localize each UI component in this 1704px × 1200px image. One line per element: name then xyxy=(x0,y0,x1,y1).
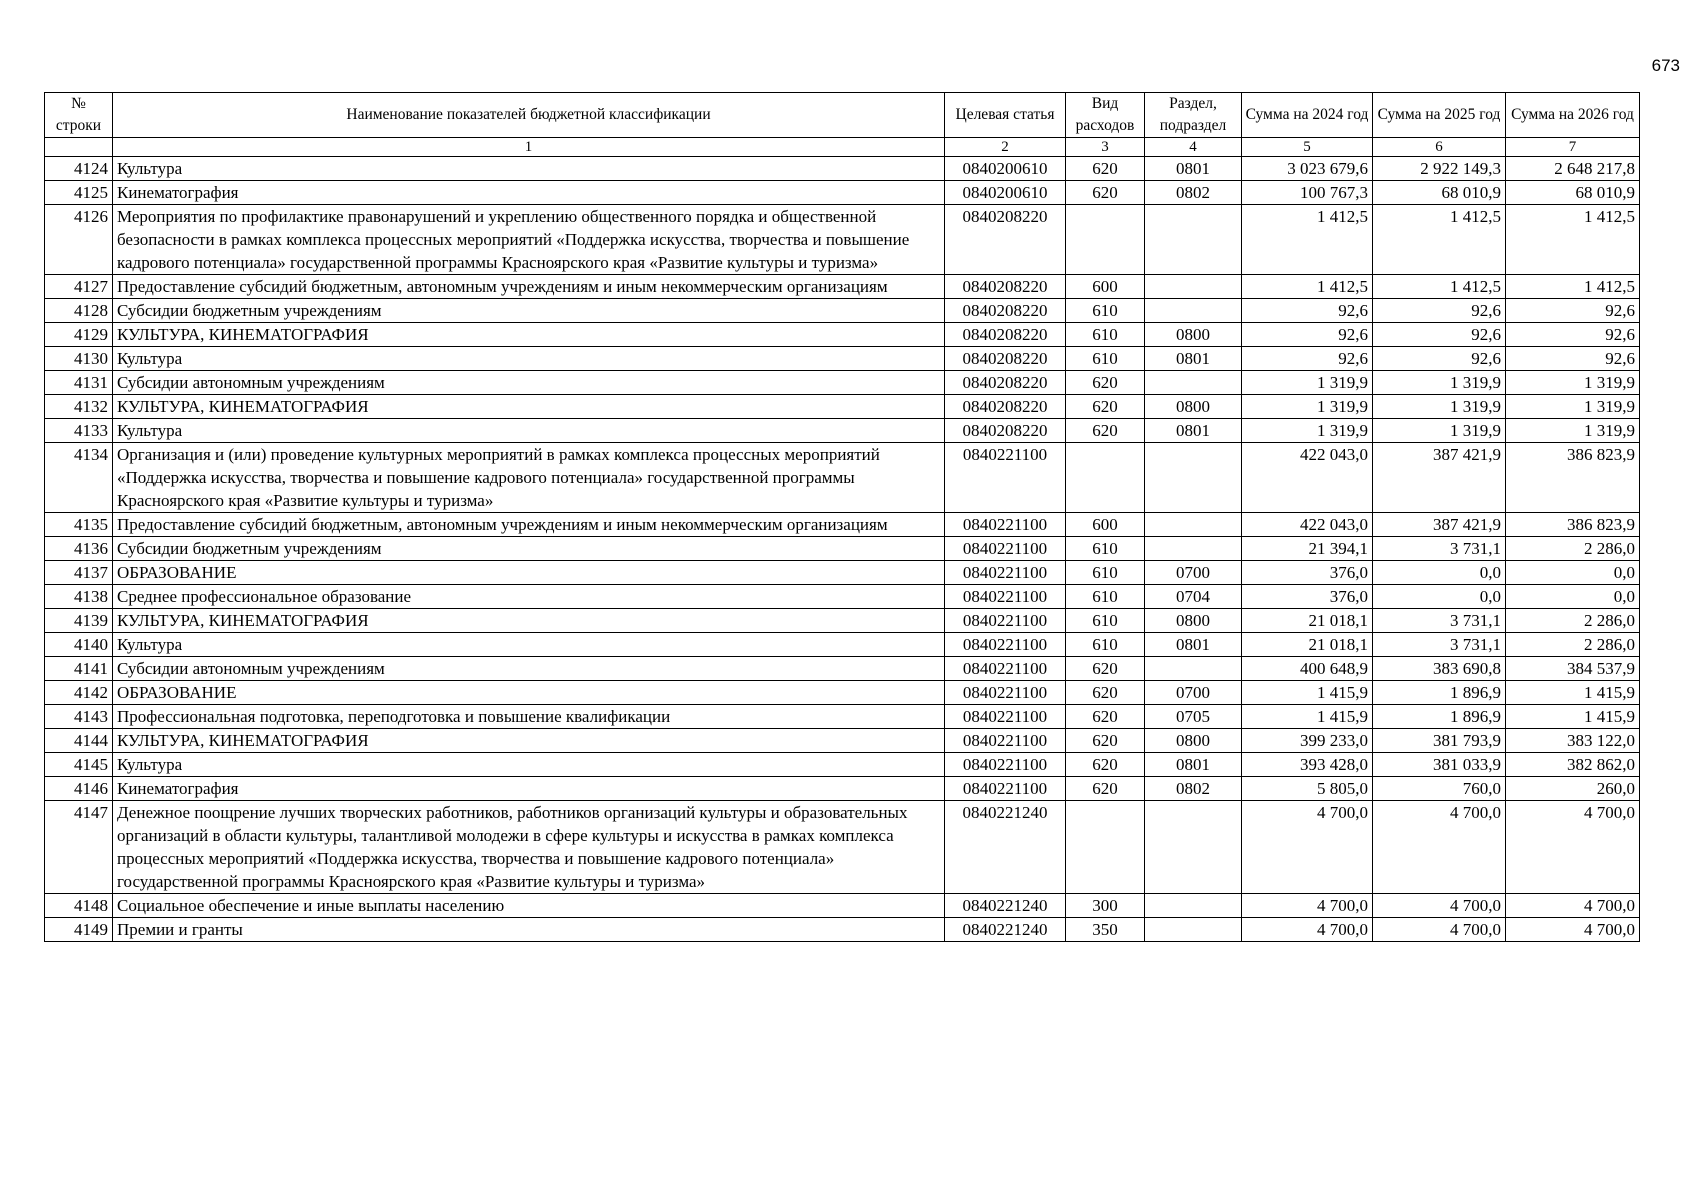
section-code-cell xyxy=(1145,443,1242,513)
target-article-code-cell: 0840221100 xyxy=(945,705,1066,729)
expense-type-code-cell: 610 xyxy=(1066,323,1145,347)
section-code-cell xyxy=(1145,894,1242,918)
sum-2026-cell: 4 700,0 xyxy=(1506,801,1640,894)
indicator-name-cell: Культура xyxy=(113,633,945,657)
indicator-name-cell: Кинематография xyxy=(113,777,945,801)
sum-2026-cell: 1 415,9 xyxy=(1506,681,1640,705)
target-article-code-cell: 0840221100 xyxy=(945,633,1066,657)
expense-type-code-cell: 600 xyxy=(1066,513,1145,537)
row-number-cell: 4140 xyxy=(45,633,113,657)
target-article-code-cell: 0840221100 xyxy=(945,513,1066,537)
sum-2026-cell: 68 010,9 xyxy=(1506,181,1640,205)
target-article-code-cell: 0840221240 xyxy=(945,894,1066,918)
sum-2026-cell: 1 319,9 xyxy=(1506,419,1640,443)
row-number-cell: 4145 xyxy=(45,753,113,777)
indicator-name-cell: Кинематография xyxy=(113,181,945,205)
sum-2024-cell: 4 700,0 xyxy=(1242,894,1373,918)
target-article-code-cell: 0840208220 xyxy=(945,395,1066,419)
indicator-name-cell: ОБРАЗОВАНИЕ xyxy=(113,561,945,585)
expense-type-code-cell: 610 xyxy=(1066,299,1145,323)
indicator-name-cell: Субсидии бюджетным учреждениям xyxy=(113,299,945,323)
indicator-name-cell: КУЛЬТУРА, КИНЕМАТОГРАФИЯ xyxy=(113,395,945,419)
target-article-code-cell: 0840200610 xyxy=(945,181,1066,205)
sum-2024-cell: 1 415,9 xyxy=(1242,705,1373,729)
section-code-cell xyxy=(1145,371,1242,395)
header-expense-type: Вид расходов xyxy=(1066,93,1145,138)
section-code-cell xyxy=(1145,537,1242,561)
section-code-cell: 0705 xyxy=(1145,705,1242,729)
indicator-name-cell: КУЛЬТУРА, КИНЕМАТОГРАФИЯ xyxy=(113,323,945,347)
section-code-cell: 0800 xyxy=(1145,609,1242,633)
indicator-name-cell: Субсидии автономным учреждениям xyxy=(113,371,945,395)
row-number-cell: 4129 xyxy=(45,323,113,347)
section-code-cell xyxy=(1145,275,1242,299)
sum-2026-cell: 92,6 xyxy=(1506,323,1640,347)
indicator-name-cell: Культура xyxy=(113,753,945,777)
row-number-cell: 4148 xyxy=(45,894,113,918)
sum-2026-cell: 1 319,9 xyxy=(1506,395,1640,419)
expense-type-code-cell: 620 xyxy=(1066,419,1145,443)
sum-2024-cell: 422 043,0 xyxy=(1242,443,1373,513)
sum-2025-cell: 92,6 xyxy=(1373,347,1506,371)
sum-2025-cell: 92,6 xyxy=(1373,323,1506,347)
indicator-name-cell: Предоставление субсидий бюджетным, автономным учреждениям и иным некоммерческим организациям xyxy=(113,513,945,537)
target-article-code-cell: 0840221100 xyxy=(945,729,1066,753)
expense-type-code-cell: 300 xyxy=(1066,894,1145,918)
table-row xyxy=(45,609,1640,633)
expense-type-code-cell: 610 xyxy=(1066,585,1145,609)
table-body xyxy=(45,157,1640,942)
table-row xyxy=(45,347,1640,371)
sum-2024-cell: 100 767,3 xyxy=(1242,181,1373,205)
sum-2024-cell: 422 043,0 xyxy=(1242,513,1373,537)
sum-2026-cell: 4 700,0 xyxy=(1506,918,1640,942)
sum-2025-cell: 760,0 xyxy=(1373,777,1506,801)
column-number-row xyxy=(45,138,1640,157)
table-row xyxy=(45,729,1640,753)
sum-2024-cell: 1 415,9 xyxy=(1242,681,1373,705)
section-code-cell: 0700 xyxy=(1145,561,1242,585)
indicator-name-cell: Культура xyxy=(113,347,945,371)
expense-type-code-cell: 620 xyxy=(1066,157,1145,181)
target-article-code-cell: 0840221100 xyxy=(945,657,1066,681)
sum-2024-cell: 1 412,5 xyxy=(1242,205,1373,275)
sum-2025-cell: 381 033,9 xyxy=(1373,753,1506,777)
table-row xyxy=(45,894,1640,918)
column-number: 2 xyxy=(945,138,1066,157)
row-number-cell: 4128 xyxy=(45,299,113,323)
sum-2025-cell: 3 731,1 xyxy=(1373,537,1506,561)
sum-2024-cell: 1 319,9 xyxy=(1242,395,1373,419)
row-number-cell: 4135 xyxy=(45,513,113,537)
column-number: 5 xyxy=(1242,138,1373,157)
row-number-cell: 4146 xyxy=(45,777,113,801)
sum-2025-cell: 1 896,9 xyxy=(1373,681,1506,705)
column-number: 4 xyxy=(1145,138,1242,157)
row-number-cell: 4125 xyxy=(45,181,113,205)
indicator-name-cell: Культура xyxy=(113,157,945,181)
table-row xyxy=(45,157,1640,181)
section-code-cell: 0801 xyxy=(1145,347,1242,371)
expense-type-code-cell: 610 xyxy=(1066,347,1145,371)
indicator-name-cell: Профессиональная подготовка, переподготовка и повышение квалификации xyxy=(113,705,945,729)
expense-type-code-cell: 610 xyxy=(1066,537,1145,561)
sum-2024-cell: 393 428,0 xyxy=(1242,753,1373,777)
sum-2026-cell: 0,0 xyxy=(1506,561,1640,585)
sum-2025-cell: 1 412,5 xyxy=(1373,275,1506,299)
table-row xyxy=(45,777,1640,801)
table-row xyxy=(45,561,1640,585)
section-code-cell: 0801 xyxy=(1145,157,1242,181)
sum-2024-cell: 1 319,9 xyxy=(1242,419,1373,443)
table-row xyxy=(45,801,1640,894)
row-number-cell: 4138 xyxy=(45,585,113,609)
indicator-name-cell: Субсидии автономным учреждениям xyxy=(113,657,945,681)
sum-2025-cell: 3 731,1 xyxy=(1373,609,1506,633)
sum-2026-cell: 2 648 217,8 xyxy=(1506,157,1640,181)
section-code-cell: 0800 xyxy=(1145,729,1242,753)
sum-2026-cell: 92,6 xyxy=(1506,347,1640,371)
table-row xyxy=(45,371,1640,395)
page-number: 673 xyxy=(1651,56,1680,75)
expense-type-code-cell: 620 xyxy=(1066,777,1145,801)
target-article-code-cell: 0840221100 xyxy=(945,443,1066,513)
table-row xyxy=(45,705,1640,729)
sum-2024-cell: 21 018,1 xyxy=(1242,609,1373,633)
indicator-name-cell: Организация и (или) проведение культурных мероприятий в рамках комплекса процессных мероприятий «Поддержка искусства, творчества и повышение кадрового потенциала» государственной программы Красноярского края «Развитие культуры и туризма» xyxy=(113,443,945,513)
sum-2024-cell: 4 700,0 xyxy=(1242,918,1373,942)
column-number: 6 xyxy=(1373,138,1506,157)
sum-2026-cell: 4 700,0 xyxy=(1506,894,1640,918)
expense-type-code-cell: 610 xyxy=(1066,609,1145,633)
indicator-name-cell: Премии и гранты xyxy=(113,918,945,942)
sum-2025-cell: 383 690,8 xyxy=(1373,657,1506,681)
section-code-cell: 0800 xyxy=(1145,395,1242,419)
indicator-name-cell: КУЛЬТУРА, КИНЕМАТОГРАФИЯ xyxy=(113,609,945,633)
table-row xyxy=(45,633,1640,657)
sum-2024-cell: 1 412,5 xyxy=(1242,275,1373,299)
sum-2026-cell: 382 862,0 xyxy=(1506,753,1640,777)
target-article-code-cell: 0840221100 xyxy=(945,777,1066,801)
table-row xyxy=(45,205,1640,275)
sum-2024-cell: 92,6 xyxy=(1242,299,1373,323)
row-number-cell: 4144 xyxy=(45,729,113,753)
expense-type-code-cell: 620 xyxy=(1066,753,1145,777)
row-number-cell: 4133 xyxy=(45,419,113,443)
indicator-name-cell: Социальное обеспечение и иные выплаты населению xyxy=(113,894,945,918)
header-row xyxy=(45,93,1640,138)
table-row xyxy=(45,918,1640,942)
table-row xyxy=(45,585,1640,609)
row-number-cell: 4134 xyxy=(45,443,113,513)
header-sum-2026: Сумма на 2026 год xyxy=(1506,93,1640,138)
sum-2024-cell: 21 394,1 xyxy=(1242,537,1373,561)
sum-2024-cell: 3 023 679,6 xyxy=(1242,157,1373,181)
header-sum-2025: Сумма на 2025 год xyxy=(1373,93,1506,138)
sum-2026-cell: 386 823,9 xyxy=(1506,513,1640,537)
sum-2026-cell: 383 122,0 xyxy=(1506,729,1640,753)
sum-2024-cell: 400 648,9 xyxy=(1242,657,1373,681)
target-article-code-cell: 0840221100 xyxy=(945,681,1066,705)
section-code-cell: 0700 xyxy=(1145,681,1242,705)
sum-2026-cell: 1 415,9 xyxy=(1506,705,1640,729)
indicator-name-cell: КУЛЬТУРА, КИНЕМАТОГРАФИЯ xyxy=(113,729,945,753)
expense-type-code-cell: 620 xyxy=(1066,729,1145,753)
expense-type-code-cell xyxy=(1066,205,1145,275)
indicator-name-cell: ОБРАЗОВАНИЕ xyxy=(113,681,945,705)
sum-2024-cell: 92,6 xyxy=(1242,347,1373,371)
target-article-code-cell: 0840208220 xyxy=(945,275,1066,299)
sum-2025-cell: 4 700,0 xyxy=(1373,894,1506,918)
target-article-code-cell: 0840221100 xyxy=(945,609,1066,633)
sum-2025-cell: 0,0 xyxy=(1373,561,1506,585)
section-code-cell: 0704 xyxy=(1145,585,1242,609)
expense-type-code-cell: 620 xyxy=(1066,181,1145,205)
budget-table xyxy=(44,92,1640,942)
sum-2025-cell: 1 319,9 xyxy=(1373,371,1506,395)
target-article-code-cell: 0840208220 xyxy=(945,205,1066,275)
sum-2024-cell: 376,0 xyxy=(1242,585,1373,609)
target-article-code-cell: 0840221240 xyxy=(945,918,1066,942)
sum-2025-cell: 2 922 149,3 xyxy=(1373,157,1506,181)
table-row xyxy=(45,323,1640,347)
section-code-cell xyxy=(1145,205,1242,275)
section-code-cell: 0802 xyxy=(1145,181,1242,205)
sum-2026-cell: 2 286,0 xyxy=(1506,633,1640,657)
sum-2026-cell: 2 286,0 xyxy=(1506,609,1640,633)
indicator-name-cell: Культура xyxy=(113,419,945,443)
expense-type-code-cell xyxy=(1066,443,1145,513)
sum-2025-cell: 3 731,1 xyxy=(1373,633,1506,657)
row-number-cell: 4132 xyxy=(45,395,113,419)
row-number-cell: 4137 xyxy=(45,561,113,585)
row-number-cell: 4136 xyxy=(45,537,113,561)
target-article-code-cell: 0840221100 xyxy=(945,585,1066,609)
sum-2025-cell: 4 700,0 xyxy=(1373,801,1506,894)
table-row xyxy=(45,657,1640,681)
target-article-code-cell: 0840221100 xyxy=(945,753,1066,777)
table-row xyxy=(45,443,1640,513)
expense-type-code-cell: 610 xyxy=(1066,633,1145,657)
section-code-cell: 0801 xyxy=(1145,419,1242,443)
indicator-name-cell: Среднее профессиональное образование xyxy=(113,585,945,609)
row-number-cell: 4127 xyxy=(45,275,113,299)
sum-2026-cell: 1 319,9 xyxy=(1506,371,1640,395)
row-number-cell: 4149 xyxy=(45,918,113,942)
sum-2026-cell: 92,6 xyxy=(1506,299,1640,323)
target-article-code-cell: 0840208220 xyxy=(945,371,1066,395)
expense-type-code-cell xyxy=(1066,801,1145,894)
expense-type-code-cell: 620 xyxy=(1066,657,1145,681)
target-article-code-cell: 0840221240 xyxy=(945,801,1066,894)
table-row xyxy=(45,753,1640,777)
table-row xyxy=(45,513,1640,537)
section-code-cell xyxy=(1145,513,1242,537)
sum-2024-cell: 399 233,0 xyxy=(1242,729,1373,753)
target-article-code-cell: 0840200610 xyxy=(945,157,1066,181)
row-number-cell: 4131 xyxy=(45,371,113,395)
indicator-name-cell: Мероприятия по профилактике правонарушений и укреплению общественного порядка и общественной безопасности в рамках комплекса процессных мероприятий «Поддержка искусства, творчества и повышение кадрового потенциала» государственной программы Красноярского края «Развитие культуры и туризма» xyxy=(113,205,945,275)
section-code-cell: 0802 xyxy=(1145,777,1242,801)
sum-2024-cell: 21 018,1 xyxy=(1242,633,1373,657)
section-code-cell xyxy=(1145,299,1242,323)
row-number-cell: 4124 xyxy=(45,157,113,181)
row-number-cell: 4147 xyxy=(45,801,113,894)
section-code-cell: 0800 xyxy=(1145,323,1242,347)
indicator-name-cell: Предоставление субсидий бюджетным, автономным учреждениям и иным некоммерческим организациям xyxy=(113,275,945,299)
expense-type-code-cell: 350 xyxy=(1066,918,1145,942)
expense-type-code-cell: 620 xyxy=(1066,681,1145,705)
indicator-name-cell: Субсидии бюджетным учреждениям xyxy=(113,537,945,561)
expense-type-code-cell: 600 xyxy=(1066,275,1145,299)
table-row xyxy=(45,275,1640,299)
section-code-cell xyxy=(1145,918,1242,942)
table-row xyxy=(45,419,1640,443)
column-number: 1 xyxy=(113,138,945,157)
table-row xyxy=(45,681,1640,705)
sum-2024-cell: 1 319,9 xyxy=(1242,371,1373,395)
sum-2025-cell: 1 412,5 xyxy=(1373,205,1506,275)
table-row xyxy=(45,395,1640,419)
sum-2026-cell: 1 412,5 xyxy=(1506,275,1640,299)
sum-2026-cell: 260,0 xyxy=(1506,777,1640,801)
sum-2025-cell: 381 793,9 xyxy=(1373,729,1506,753)
sum-2025-cell: 4 700,0 xyxy=(1373,918,1506,942)
sum-2024-cell: 4 700,0 xyxy=(1242,801,1373,894)
expense-type-code-cell: 620 xyxy=(1066,395,1145,419)
header-target-article: Целевая статья xyxy=(945,93,1066,138)
expense-type-code-cell: 620 xyxy=(1066,705,1145,729)
header-sum-2024: Сумма на 2024 год xyxy=(1242,93,1373,138)
target-article-code-cell: 0840208220 xyxy=(945,347,1066,371)
target-article-code-cell: 0840221100 xyxy=(945,537,1066,561)
sum-2024-cell: 92,6 xyxy=(1242,323,1373,347)
sum-2025-cell: 1 319,9 xyxy=(1373,419,1506,443)
row-number-cell: 4130 xyxy=(45,347,113,371)
row-number-cell: 4141 xyxy=(45,657,113,681)
sum-2024-cell: 5 805,0 xyxy=(1242,777,1373,801)
sum-2026-cell: 1 412,5 xyxy=(1506,205,1640,275)
expense-type-code-cell: 620 xyxy=(1066,371,1145,395)
sum-2025-cell: 387 421,9 xyxy=(1373,443,1506,513)
sum-2025-cell: 92,6 xyxy=(1373,299,1506,323)
section-code-cell xyxy=(1145,657,1242,681)
column-number: 3 xyxy=(1066,138,1145,157)
sum-2026-cell: 384 537,9 xyxy=(1506,657,1640,681)
sum-2025-cell: 387 421,9 xyxy=(1373,513,1506,537)
target-article-code-cell: 0840221100 xyxy=(945,561,1066,585)
row-number-cell: 4126 xyxy=(45,205,113,275)
header-name: Наименование показателей бюджетной классификации xyxy=(113,93,945,138)
expense-type-code-cell: 610 xyxy=(1066,561,1145,585)
target-article-code-cell: 0840208220 xyxy=(945,323,1066,347)
sum-2025-cell: 0,0 xyxy=(1373,585,1506,609)
section-code-cell: 0801 xyxy=(1145,633,1242,657)
sum-2025-cell: 68 010,9 xyxy=(1373,181,1506,205)
target-article-code-cell: 0840208220 xyxy=(945,299,1066,323)
sum-2026-cell: 0,0 xyxy=(1506,585,1640,609)
sum-2024-cell: 376,0 xyxy=(1242,561,1373,585)
section-code-cell: 0801 xyxy=(1145,753,1242,777)
column-number: 7 xyxy=(1506,138,1640,157)
table-row xyxy=(45,299,1640,323)
sum-2025-cell: 1 319,9 xyxy=(1373,395,1506,419)
header-row-no: № строки xyxy=(45,93,113,138)
column-number xyxy=(45,138,113,157)
table-row xyxy=(45,537,1640,561)
sum-2026-cell: 386 823,9 xyxy=(1506,443,1640,513)
target-article-code-cell: 0840208220 xyxy=(945,419,1066,443)
header-section: Раздел, подраздел xyxy=(1145,93,1242,138)
sum-2026-cell: 2 286,0 xyxy=(1506,537,1640,561)
sum-2025-cell: 1 896,9 xyxy=(1373,705,1506,729)
row-number-cell: 4139 xyxy=(45,609,113,633)
row-number-cell: 4142 xyxy=(45,681,113,705)
row-number-cell: 4143 xyxy=(45,705,113,729)
table-row xyxy=(45,181,1640,205)
section-code-cell xyxy=(1145,801,1242,894)
indicator-name-cell: Денежное поощрение лучших творческих работников, работников организаций культуры и образовательных организаций в области культуры, талантливой молодежи в сфере культуры и искусства в рамках комплекса процессных мероприятий «Поддержка искусства, творчества и повышение кадрового потенциала» государственной программы Красноярского края «Развитие культуры и туризма» xyxy=(113,801,945,894)
